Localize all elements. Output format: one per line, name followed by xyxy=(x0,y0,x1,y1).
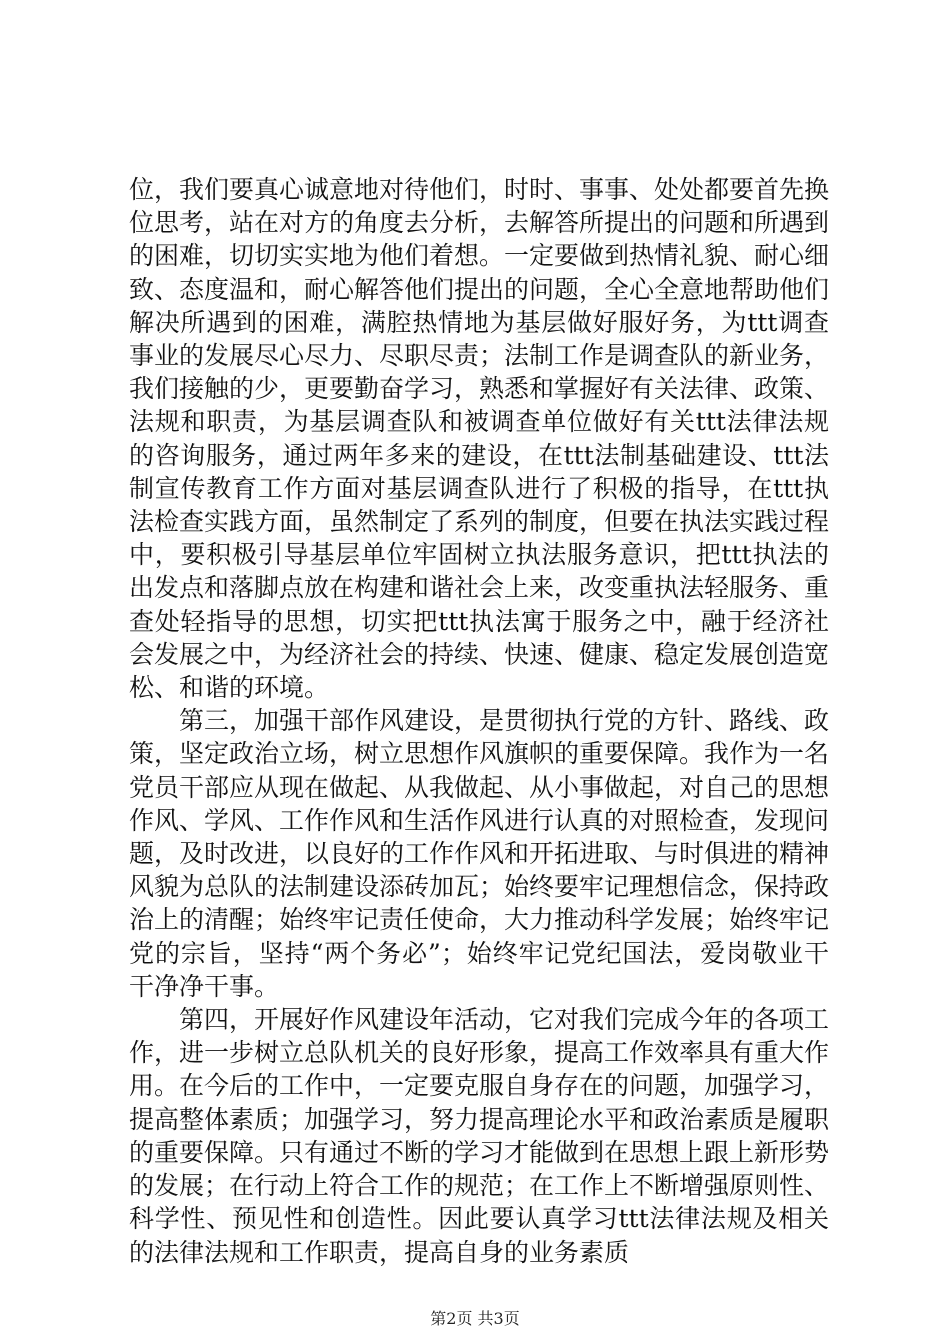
paragraph-fourth-point: 第四，开展好作风建设年活动，它对我们完成今年的各项工作，进一步树立总队机关的良好形象，提高工作效率具有重大作用。在今后的工作中，一定要克服自身存在的问题，加强学习，提高整体素质；加强学习，努力提高理论水平和政治素质是履职的重要保障。只有通过不断的学习才能做到在思想上跟上新形势的发展；在行动上符合工作的规范；在工作上不断增强原则性、科学性、预见性和创造性。因此要认真学习ttt法律法规及相关的法律法规和工作职责，提高自身的业务素质 xyxy=(129,1005,830,1267)
page-footer: 第2页 共3页 xyxy=(430,1309,520,1328)
paragraph-third-point: 第三，加强干部作风建设，是贯彻执行党的方针、路线、政策，坚定政治立场，树立思想作风旗帜的重要保障。我作为一名党员干部应从现在做起、从我做起、从小事做起，对自己的思想作风、学风、工作作风和生活作风进行认真的对照检查，发现问题，及时改进，以良好的工作作风和开拓进取、与时俱进的精神风貌为总队的法制建设添砖加瓦；始终要牢记理想信念，保持政治上的清醒；始终牢记责任使命，大力推动科学发展；始终牢记党的宗旨，坚持“两个务必”；始终牢记党纪国法，爱岗敬业干干净净干事。 xyxy=(129,706,830,1001)
paragraph-continued: 位，我们要真心诚意地对待他们，时时、事事、处处都要首先换位思考，站在对方的角度去分析，去解答所提出的问题和所遇到的困难，切切实实地为他们着想。一定要做到热情礼貌、耐心细致、态度温和，耐心解答他们提出的问题，全心全意地帮助他们解决所遇到的困难，满腔热情地为基层做好服好务，为ttt调查事业的发展尽心尽力、尽职尽责；法制工作是调查队的新业务，我们接触的少，更要勤奋学习，熟悉和掌握好有关法律、政策、法规和职责，为基层调查队和被调查单位做好有关ttt法律法规的咨询服务，通过两年多来的建设，在ttt法制基础建设、ttt法制宣传教育工作方面对基层调查队进行了积极的指导，在ttt执法检查实践方面，虽然制定了系列的制度，但要在执法实践过程中，要积极引导基层单位牢固树立执法服务意识，把ttt执法的出发点和落脚点放在构建和谐社会上来，改变重执法轻服务、重查处轻指导的思想，切实把ttt执法寓于服务之中，融于经济社会发展之中，为经济社会的持续、快速、健康、稳定发展创造宽松、和谐的环境。 xyxy=(129,175,830,703)
document-body xyxy=(129,173,829,1269)
